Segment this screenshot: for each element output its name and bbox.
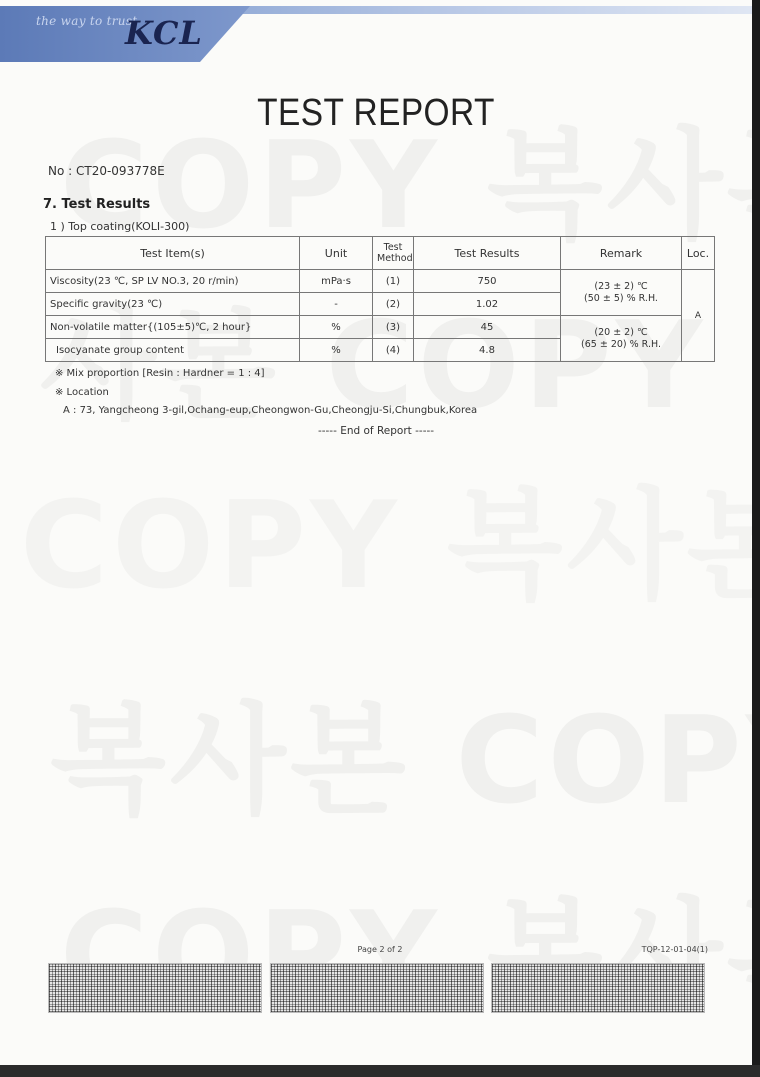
cell-unit: % bbox=[300, 339, 373, 362]
remark-temperature: (20 ± 2) ℃ bbox=[594, 326, 648, 338]
cell-test-item: Non-volatile matter{(105±5)℃, 2 hour} bbox=[46, 316, 300, 339]
cell-remark bbox=[561, 316, 682, 362]
cell-test-item: Specific gravity(23 ℃) bbox=[46, 293, 300, 316]
header-method-line2: Method bbox=[377, 253, 413, 264]
subsection-title: 1 ) Top coating(KOLI-300) bbox=[50, 220, 190, 233]
cell-unit: % bbox=[300, 316, 373, 339]
location-address: A : 73, Yangcheong 3-gil,Ochang-eup,Cheongwon-Gu,Cheongju-Si,Chungbuk,Korea bbox=[63, 405, 478, 416]
header-test-item: Test Item(s) bbox=[46, 237, 300, 270]
cell-method: (1) bbox=[373, 270, 414, 293]
cell-method: (2) bbox=[373, 293, 414, 316]
form-code: TQP-12-01-04(1) bbox=[641, 945, 708, 954]
header-test-method bbox=[373, 237, 414, 270]
cell-test-item: Isocyanate group content bbox=[46, 339, 300, 362]
cell-result: 4.8 bbox=[414, 339, 561, 362]
header-test-results: Test Results bbox=[414, 237, 561, 270]
cell-method: (3) bbox=[373, 316, 414, 339]
cell-loc: A bbox=[682, 270, 715, 362]
header-remark: Remark bbox=[561, 237, 682, 270]
kcl-logo: KCL bbox=[125, 14, 203, 52]
footer-bar bbox=[0, 1065, 760, 1077]
remark-humidity: (65 ± 20) % R.H. bbox=[581, 338, 661, 350]
cell-method: (4) bbox=[373, 339, 414, 362]
header-loc: Loc. bbox=[682, 237, 715, 270]
cell-unit: mPa·s bbox=[300, 270, 373, 293]
report-number: No : CT20-093778E bbox=[48, 164, 165, 178]
cell-result: 750 bbox=[414, 270, 561, 293]
scan-edge-shadow bbox=[752, 0, 760, 1077]
cell-remark bbox=[561, 270, 682, 316]
watermark-copy bbox=[20, 450, 752, 622]
security-barcode bbox=[270, 963, 484, 1013]
section-title: 7. Test Results bbox=[43, 197, 151, 212]
header-unit: Unit bbox=[300, 237, 373, 270]
security-barcode bbox=[491, 963, 705, 1013]
page-number: Page 2 of 2 bbox=[357, 945, 403, 954]
table-row bbox=[46, 316, 715, 339]
mix-proportion-note: ※ Mix proportion [Resin : Hardner = 1 : 4] bbox=[55, 368, 265, 379]
cell-test-item: Viscosity(23 ℃, SP LV NO.3, 20 r/min) bbox=[46, 270, 300, 293]
location-label: ※ Location bbox=[55, 387, 109, 398]
remark-humidity: (50 ± 5) % R.H. bbox=[584, 292, 658, 304]
cell-result: 1.02 bbox=[414, 293, 561, 316]
remark-temperature: (23 ± 2) ℃ bbox=[594, 280, 648, 292]
results-table bbox=[45, 236, 715, 362]
header-method-line1: Test bbox=[383, 242, 403, 253]
cell-result: 45 bbox=[414, 316, 561, 339]
header-banner bbox=[0, 0, 752, 62]
table-header-row bbox=[46, 237, 715, 270]
cell-unit: - bbox=[300, 293, 373, 316]
table-row bbox=[46, 270, 715, 293]
end-of-report: ----- End of Report ----- bbox=[317, 425, 435, 437]
page-title: TEST REPORT bbox=[257, 92, 495, 134]
logo-tagline: the way to trust bbox=[36, 14, 138, 28]
security-barcode bbox=[48, 963, 262, 1013]
watermark-copy bbox=[50, 665, 752, 837]
